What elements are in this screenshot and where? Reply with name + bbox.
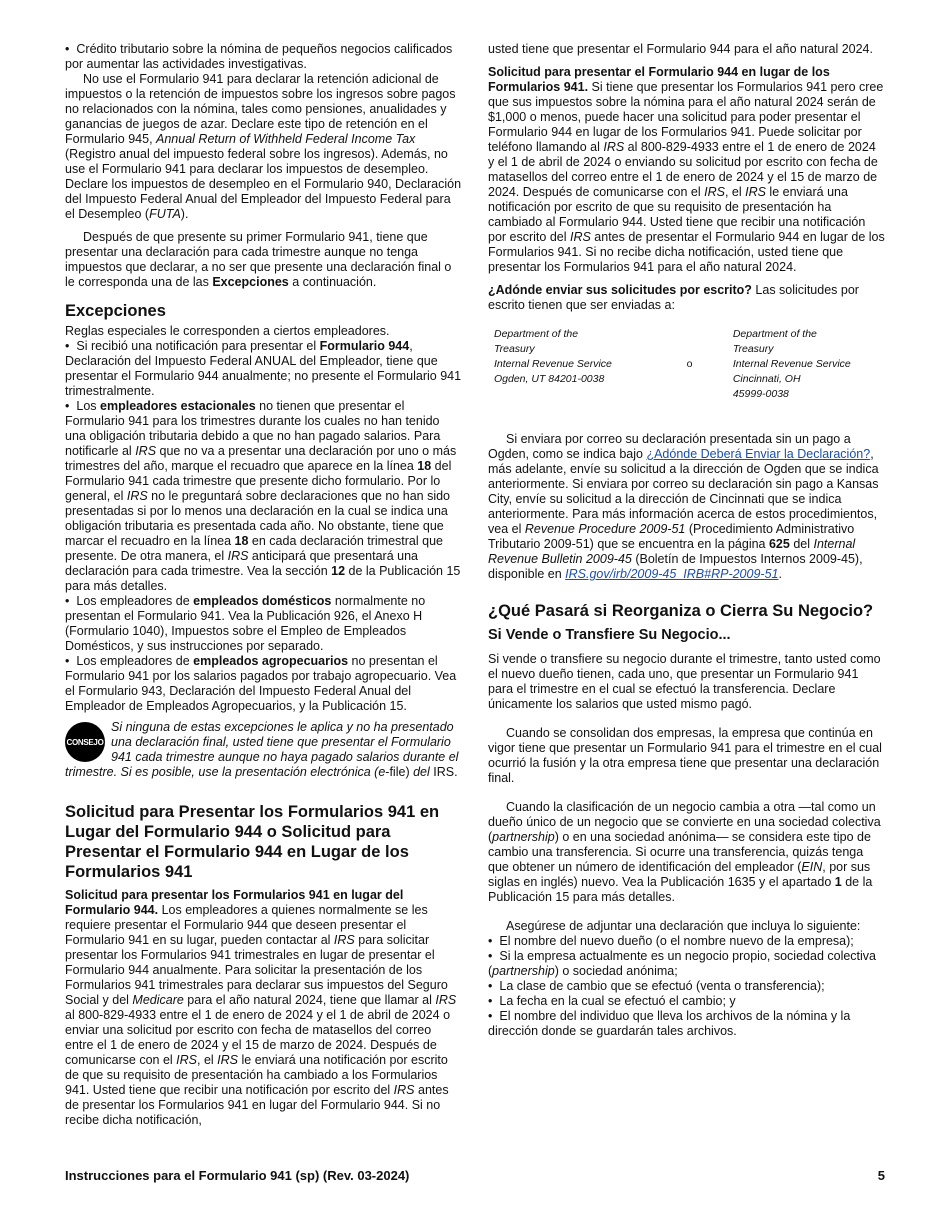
paragraph-first-return: Después de que presente su primer Formulario 941, tiene que presentar una declaración para cada trimestre aunque no tenga impuestos que declarar, a no ser que presente una declaración final o le corresponda una de las Excepciones a continuación. <box>65 230 452 289</box>
sell-paragraph-3: Cuando la clasificación de un negocio cambia a otra —tal como un dueño único de un negocio que se convierte en una sociedad colectiva (partnership) o en una sociedad anónima— se considera este tipo de cambio una transferencia. Si ocurre una transferencia, quizás tenga que obtener un número de identificación del empleador (EIN, por sus siglas en inglés) nuevo. Vea la Publicación 1635 y el apartado 1 de la Publicación 15 para más detalles. <box>488 800 881 904</box>
left-column <box>65 42 462 1136</box>
tip-text: Si ninguna de estas excepciones le aplica y no ha presentado una declaración final, usted tiene que presentar el Formulario 941 cada trimestre aunque no haya pagado salarios durante el trimestre. Si es posible, use la presentación electrónica (e-file) del IRS. <box>65 720 459 779</box>
sell-paragraph-4: Asegúrese de adjuntar una declaración que incluya lo siguiente: <box>506 919 861 933</box>
bullet-small-business-credit: • Crédito tributario sobre la nómina de pequeños negocios calificados por aumentar las actividades investigativas. <box>65 42 462 72</box>
request-941-instead-of-944: Solicitud para presentar los Formularios 941 en lugar del Formulario 944. Los empleadores a quienes normalmente se les requiere presentar el Formulario 944 que deseen presentar el Formulario 941 en su lugar, pueden contactar al IRS para solicitar presentar los Formularios 941 trimestrales en lugar de presentar el Formulario 944 anualmente. Para solicitar la presentación de los Formularios 941 trimestrales para declarar sus impuestos del Seguro Social y del Medicare para el año natural 2024, tiene que llamar al IRS al 800-829-4933 entre el 1 de enero de 2024 y el 1 de abril de 2024 o enviar una solicitud por escrito con fecha de matasellos del correo entre el 1 de enero de 2024 y el 15 de marzo de 2024. Después de comunicarse con el IRS, el IRS le enviará una notificación por escrito de que su requisito de presentación ha cambiado a los Formularios 941. Usted tiene que recibir una notificación por escrito del IRS antes de presentar los Formularios 941 en lugar del Formulario 944. Si no recibe dicha notificación, <box>65 888 457 1127</box>
page-footer <box>65 1168 885 1183</box>
reorganize-heading: ¿Qué Pasará si Reorganiza o Cierra Su Negocio? <box>488 602 874 620</box>
page-number: 5 <box>877 1168 885 1183</box>
request-944-instead-of-941: Solicitud para presentar el Formulario 944 en lugar de los Formularios 941. Si tiene que presentar los Formularios 941 pero cree que sus impuestos sobre la nómina para el año natural 2024 serán de $1,000 o menos, puede hacer una solicitud para poder presentar el Formulario 944 en lugar de los Formularios 941. Puede solicitar por teléfono llamando al IRS al 800-829-4933 entre el 1 de enero de 2024 y el 1 de abril de 2024 o enviando su solicitud por escrito con fecha de matasellos del correo entre el 1 de enero de 2024 y el 15 de marzo de 2024. Después de comunicarse con el IRS, el IRS le enviará una notificación por escrito de que su requisito de presentación ha cambiado al Formulario 944. Usted tiene que recibir una notificación por escrito del IRS antes de presentar el Formulario 944 en lugar de los Formularios 941. Si no recibe dicha notificación, usted tiene que presentar los Formularios 941 para el año natural 2024. <box>488 65 885 274</box>
where-to-file-link[interactable]: ¿Adónde Deberá Enviar la Declaración? <box>646 447 871 461</box>
address-or: o <box>686 358 693 370</box>
form-945-title: Annual Return of Withheld Federal Income Tax <box>156 132 416 146</box>
continued-941-paragraph: usted tiene que presentar el Formulario 944 para el año natural 2024. <box>488 42 873 56</box>
address-cincinnati: Department of the Treasury Internal Revenue Service Cincinnati, OH 45999-0038 <box>732 328 851 400</box>
footer-title: Instrucciones para el Formulario 941 (sp) (Rev. 03-2024) <box>65 1168 410 1183</box>
list-item: • El nombre del nuevo dueño (o el nombre nuevo de la empresa); <box>488 934 885 949</box>
exception-household-employees: • Los empleadores de empleados domésticos normalmente no presentan el Formulario 941. Vea la Publicación 926, el Anexo H (Formulario 1040), Impuestos sobre el Empleo de Empleados Domésticos, y sus instrucciones por separado. <box>65 594 462 654</box>
sell-paragraph-2: Cuando se consolidan dos empresas, la empresa que continúa en vigor tiene que presentar un Formulario 941 para el trimestre en el cual ocurrió la fusión y la otra empresa tiene que presentar una declaración final. <box>488 726 882 785</box>
paragraph-form-945: No use el Formulario 941 para declarar la retención adicional de impuestos o la retención de impuestos sobre los ingresos sobre pagos no relacionados con la nómina, tales como pensiones, anualidades y ganancias de juegos de azar. Declare este tipo de retención en el Formulario 945, Annual Return of Withheld Federal Income Tax (Registro anual del impuesto federal sobre los ingresos). Además, no use el Formulario 941 para declarar los impuestos de desempleo. Declare los impuestos de desempleo en el Formulario 940, Declaración del Impuesto Federal Anual del Empleador del Impuesto Federal para el Desempleo (FUTA). <box>65 72 462 221</box>
exception-agricultural-employees: • Los empleadores de empleados agropecuarios no presentan el Formulario 941 por los salarios pagados por trabajo agropecuario. Vea el Formulario 943, Declaración del Impuesto Federal Anual del Empleador de Empleados Agropecuarios, y la Publicación 15. <box>65 654 462 714</box>
mailing-addresses <box>494 327 885 402</box>
exception-seasonal-employers: • Los empleadores estacionales no tienen que presentar el Formulario 941 para los trimestres durante los cuales no han tenido una obligación tributaria debido a que no han pagado salarios. Para notificarle al IRS que no va a presentar una declaración por uno o más trimestres del año, marque el recuadro que aparece en la línea 18 del Formulario 941 cada trimestre que presente dicho formulario. Por lo general, el IRS no le preguntará sobre declaraciones que no han sido presentadas si por lo menos una declaración en la cual se indica una obligación tributaria es presentada cada año. No obstante, tiene que marcar el recuadro en la línea 18 en cada declaración trimestral que presente. De otra manera, el IRS anticipará que presentará una declaración para cada trimestre. Vea la sección 12 de la Publicación 15 para más detalles. <box>65 399 462 594</box>
sell-paragraph-1: Si vende o transfiere su negocio durante el trimestre, tanto usted como el nuevo dueño tienen, cada uno, que presentar un Formulario 941 para el trimestre en el cual se efectuó la transferencia. Declare únicamente los salarios que usted mismo pagó. <box>488 652 881 711</box>
where-to-send-requests: ¿Adónde enviar sus solicitudes por escrito? Las solicitudes por escrito tienen que ser enviadas a: <box>488 283 859 312</box>
mail-paragraph: Si enviara por correo su declaración presentada sin un pago a Ogden, como se indica bajo ¿Adónde Deberá Enviar la Declaración?, más adelante, envíe su solicitud a la dirección de Ogden que se indica anteriormente. Si enviara por correo su declaración sin pago a Kansas City, envíe su solicitud a la dirección de Cincinnati que se indica anteriormente. Para más información acerca de estos procedimientos, vea el Revenue Procedure 2009-51 (Procedimiento Administrativo Tributario 2009-51) que se encuentra en la página 625 del Internal Revenue Bulletin 2009-45 (Boletín de Impuestos Internos 2009-45), disponible en IRS.gov/irb/2009-45_IRB#RP-2009-51. <box>488 432 879 581</box>
request-forms-heading: Solicitud para Presentar los Formularios 941 en Lugar del Formulario 944 o Solicitud para Presentar el Formulario 944 en Lugar de los Formularios 941 <box>65 803 440 881</box>
tip-box <box>65 720 462 780</box>
address-ogden: Department of the Treasury Internal Revenue Service Ogden, UT 84201-0038 <box>494 328 612 385</box>
list-item: • La clase de cambio que se efectuó (venta o transferencia); <box>488 979 885 994</box>
irb-link[interactable]: IRS.gov/irb/2009-45_IRB#RP-2009-51 <box>565 567 779 581</box>
exception-form-944: • Si recibió una notificación para presentar el Formulario 944, Declaración del Impuesto Federal ANUAL del Empleador, tiene que presentar el Formulario 944 anualmente; no presente el Formulario 941 trimestralmente. <box>65 339 462 399</box>
list-item: • Si la empresa actualmente es un negocio propio, sociedad colectiva (partnership) o sociedad anónima; <box>488 949 885 979</box>
exceptions-intro: Reglas especiales le corresponden a ciertos empleadores. <box>65 324 390 338</box>
sell-transfer-subheading: Si Vende o Transfiere Su Negocio... <box>488 627 731 643</box>
list-item: • El nombre del individuo que lleva los archivos de la nómina y la dirección donde se guardarán tales archivos. <box>488 1009 885 1039</box>
exceptions-heading: Excepciones <box>65 302 166 320</box>
tip-icon: CONSEJO <box>65 722 105 762</box>
right-column <box>488 42 885 1039</box>
list-item: • La fecha en la cual se efectuó el cambio; y <box>488 994 885 1009</box>
